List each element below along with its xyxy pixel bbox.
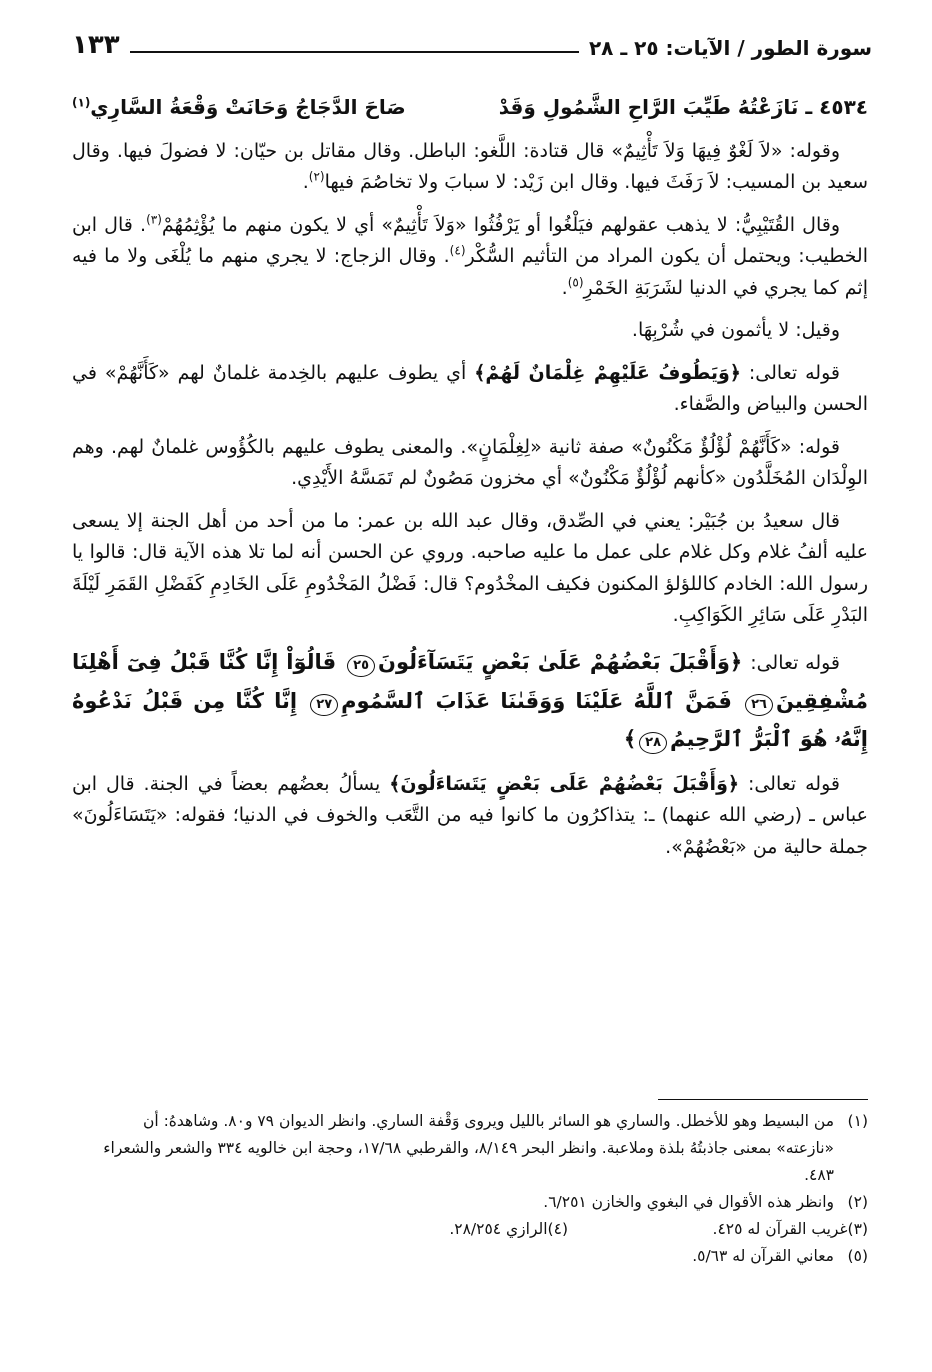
quran-passage [72, 643, 868, 758]
quran-close-bracket: ﴾ [623, 726, 637, 751]
footnote-row-3-4 [90, 1216, 868, 1243]
paragraph-2-text-a: وقال القُتَيْبِيُّ: لا يذهب عقولهم فيَلْغُوا أو يَرْفُثُوا «وَلاَ تَأْثِيمٌ» أي لا يكون منهم ما يُؤْثِمُهُمْ [161, 213, 840, 236]
footnote-text: معاني القرآن له ٥/٦٣. [692, 1247, 834, 1265]
paragraph-3: وقيل: لا يأثمون في شُرْبِهَا. [631, 319, 840, 341]
paragraph-8-lead: قوله تعالى: [747, 772, 840, 795]
quran-ayah-26-text: قَالُوٓاْ إِنَّا كُنَّا قَبْلُ فِىٓ أَهْلِنَا مُشْفِقِينَ [72, 649, 869, 713]
paragraph-2: وقال القُتَيْبِيُّ: لا يذهب عقولهم فيَلْغُوا أو يَرْفُثُوا «وَلاَ تَأْثِيمٌ» أي لا يكون منهم ما يُؤْثِمُهُمْ$^{(٣)}$. قال ابن الخطيب: ويحتمل أن يكون المراد من التأثيم السُّكْر$^{(٤)}$. وقال الزجاج: لا يجري منهم ما يُلْغَى ولا ما فيه إثم كما يجري في الدنيا لشَرَبَةِ الخَمْرِ$^{(٥)}$. [72, 212, 868, 299]
paragraph-1: وقوله: «لاَ لَغْوٌ فِيهَا وَلاَ تَأْثِيمٌ» قال قتادة: اللَّغو: الباطل. وقال مقاتل بن حيّان: لا فضولَ فيها. وقال سعيد بن المسيب: لاَ رَفَثَ فيها. وقال ابن زَيْد: لا سبابَ ولا تخاصُمَ فيها$^{(٢)}$. [72, 139, 868, 193]
page-header [72, 26, 872, 60]
footnote-number: (٢) [847, 1193, 868, 1211]
ayah-number-badge: ٢٨ [639, 732, 667, 754]
footnote-ref: (٢) [308, 169, 325, 184]
header-rule [130, 51, 579, 53]
quran-quote: ﴿وَأَقْبَلَ بَعْضُهُمْ عَلَى بَعْضٍ يَتَسَاءَلُونَ﴾ [389, 772, 740, 795]
poetry-verse [72, 92, 868, 124]
footnote-5 [90, 1243, 868, 1270]
verse-first-hemistich: ٤٥٣٤ ـ نَازَعْتُهُ طَيِّبَ الرَّاحِ الشَّمُولِ وَقَدْ [498, 95, 868, 119]
running-title: سورة الطور / الآيات: ٢٥ ـ ٢٨ [588, 36, 872, 60]
footnote-divider [658, 1099, 868, 1100]
paragraph-2-text-b: . قال ابن الخطيب: ويحتمل أن يكون المراد من التأثيم السُّكْر [72, 213, 868, 267]
paragraph-2-text-c: . وقال الزجاج: لا يجري منهم ما يُلْغَى ولا ما فيه إثم كما يجري في الدنيا لشَرَبَةِ الخَمْرِ [72, 245, 868, 299]
footnotes [90, 1108, 868, 1270]
footnote-ref: (٣) [146, 212, 162, 227]
verse-second-hemistich [72, 92, 406, 124]
paragraph-4 [72, 358, 868, 421]
paragraph-6: قال سعيدُ بن جُبَيْر: يعني في الصِّدق، وقال عبد الله بن عمر: ما من أحد من أهل الجنة إلا يسعى عليه ألفُ غلام وكل غلام على عمل ما عليه صاحبه. وروي عن الحسن أنه لما تلا هذه الآية قال: قالوا يا رسول الله: الخادم كاللؤلؤ المكنون فكيف المخْدُوم؟ قال: فَضْلُ المَخْدُومِ عَلَى الخَادِمِ كَفَضْلِ القَمَرِ لَيْلَةَ البَدْرِ عَلَى سَائِرِ الكَوَاكِبِ. [72, 509, 868, 626]
quran-ayah-28-text: إِنَّا كُنَّا مِن قَبْلُ نَدْعُوهُ إِنَّهُۥ هُوَ ٱلْبَرُّ ٱلرَّحِيمُ [72, 688, 868, 751]
footnote-text: غريب القرآن له ٤٢٥. [712, 1220, 848, 1238]
paragraph-4-text: أي يطوف عليهم بالخِدمة غلمانٌ لهم «كَأَنَّهُمْ» في الحسن والبياض والصَّفاء. [72, 361, 868, 415]
footnote-number: (٤) [547, 1220, 568, 1238]
ayah-number-badge: ٢٧ [310, 694, 338, 716]
footnote-3 [568, 1216, 868, 1243]
footnote-text: الرازي ٢٨/٢٥٤. [449, 1220, 548, 1238]
footnote-2 [90, 1189, 868, 1216]
quran-ayah-25-text: ﴿وَأَقْبَلَ بَعْضُهُمْ عَلَىٰ بَعْضٍ يَتَسَآءَلُونَ [378, 649, 743, 674]
footnote-ref: (٤) [449, 243, 466, 258]
footnote-ref: (١) [72, 95, 91, 110]
paragraph-5: قوله: «كَأَنَّهُمْ لُؤْلُؤٌ مَكْنُونٌ» صفة ثانية «لِغِلْمَانٍ». والمعنى يطوف عليهم بالكُؤُوس غلمانٌ لهم. وهم الوِلْدَان المُخَلَّدُون «كأنهم لُؤْلُؤٌ مَكْنُونٌ» أي مخزون مَصُونٌ لم تَمَسَّهُ الأَيْدِي. [72, 435, 868, 489]
quran-passage-lead: قوله تعالى: [750, 651, 841, 674]
footnote-number: (٥) [847, 1247, 868, 1265]
quran-ayah-27-text: فَمَنَّ ٱللَّهُ عَلَيْنَا وَوَقَىٰنَا عَذَابَ ٱلسَّمُومِ [341, 688, 732, 713]
footnote-number: (١) [847, 1112, 868, 1130]
footnote-number: (٣) [847, 1220, 868, 1238]
ayah-number-badge: ٢٦ [745, 694, 773, 716]
paragraph-8 [72, 769, 868, 864]
footnote-ref: (٥) [567, 275, 584, 290]
page-number: ١٣٣ [72, 30, 120, 60]
footnote-text: من البسيط وهو للأخطل. والساري هو السائر بالليل ويروى وَقْفة الساري. وانظر الديوان ٧٩ و٨٠. وشاهدهُ: أن «نازعته» بمعنى جاذبتُهُ بلذة وملاعبة. وانظر البحر ٨/١٤٩، والقرطبي ١٧/٦٨، وحجة ابن خالويه ٣٣٤ والشعر والشعراء ٤٨٣. [103, 1112, 834, 1184]
paragraph-8-text: يسألُ بعضُهم بعضاً في الجنة. قال ابن عباس ـ (رضي الله عنهما) ـ: يتذاكرُون ما كانوا فيه من التَّعَب والخوف في الدنيا؛ فقوله: «يَتَسَاءَلُونَ» جملة حالية من «بَعْضُهُمْ». [72, 772, 868, 858]
footnote-text: وانظر هذه الأقوال في البغوي والخازن ٦/٢٥١. [543, 1193, 834, 1211]
verse-second-text: صَاحَ الدَّجَاجُ وَحَانَتْ وَقْعَةُ السَّارِي [90, 95, 406, 119]
footnote-4 [268, 1216, 568, 1243]
paragraph-1-text: وقوله: «لاَ لَغْوٌ فِيهَا وَلاَ تَأْثِيمٌ» قال قتادة: اللَّغو: الباطل. وقال مقاتل بن حيّان: لا فضولَ فيها. وقال سعيد بن المسيب: لاَ رَفَثَ فيها. وقال ابن زَيْد: لا سبابَ ولا تخاصُمَ فيها [72, 139, 868, 193]
main-text [72, 92, 868, 874]
footnote-1 [90, 1108, 868, 1189]
paragraph-4-lead: قوله تعالى: [748, 361, 840, 384]
quran-quote: ﴿وَيَطُوفُ عَلَيْهِمْ غِلْمَانٌ لَهُمْ﴾ [474, 361, 741, 384]
ayah-number-badge: ٢٥ [347, 655, 375, 677]
